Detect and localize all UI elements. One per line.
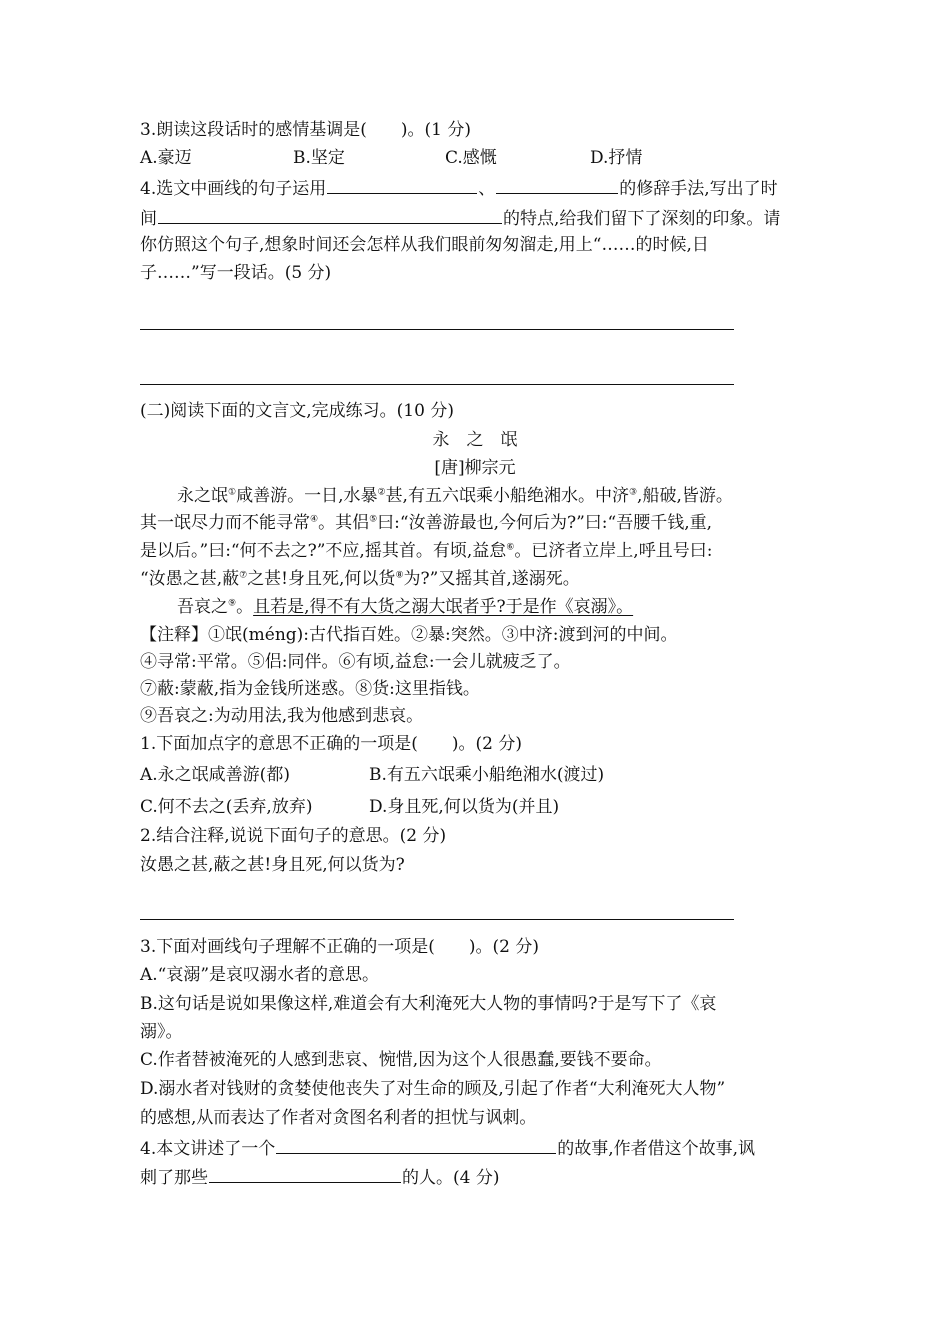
option-a: A.永之氓咸善游(都) bbox=[140, 765, 290, 785]
option-b-cont: 溺》。 bbox=[140, 1022, 183, 1042]
text: 的人。(4 分) bbox=[402, 1168, 500, 1188]
passage-line bbox=[177, 485, 733, 507]
text: 的修辞手法,写出了时 bbox=[619, 179, 778, 199]
text: 吾哀之 bbox=[177, 597, 228, 617]
answer-line[interactable] bbox=[140, 329, 734, 330]
text: 刺了那些 bbox=[140, 1168, 208, 1188]
answer-blank[interactable] bbox=[327, 175, 477, 194]
text: 甚,有五六氓乘小船绝湘水。中济 bbox=[385, 486, 629, 506]
option-a: A.豪迈 bbox=[140, 148, 192, 168]
answer-line[interactable] bbox=[140, 919, 734, 920]
option-d: D.身且死,何以货为(并且) bbox=[369, 797, 560, 817]
note-line: ⑨吾哀之:为动用法,我为他感到悲哀。 bbox=[140, 706, 424, 726]
text: 4.本文讲述了一个 bbox=[140, 1139, 276, 1159]
question-1: 1.下面加点字的意思不正确的一项是( )。(2 分) bbox=[140, 734, 522, 754]
option-b: B.有五六氓乘小船绝湘水(渡过) bbox=[369, 765, 605, 785]
question-3: 3.下面对画线句子理解不正确的一项是( )。(2 分) bbox=[140, 937, 539, 957]
underlined-sentence: 且若是,得不有大货之溺大氓者乎?于是作《哀溺》。 bbox=[253, 597, 634, 617]
option-c: C.何不去之(丢弃,放弃) bbox=[140, 797, 313, 817]
text: 是以后。”曰:“何不去之?”不应,摇其首。有顷,益怠 bbox=[140, 541, 507, 561]
note-mark: ⑥ bbox=[506, 542, 515, 553]
answer-blank[interactable] bbox=[276, 1135, 556, 1154]
passage-line bbox=[140, 568, 580, 590]
option-c: C.作者替被淹死的人感到悲哀、惋惜,因为这个人很愚蠢,要钱不要命。 bbox=[140, 1050, 662, 1070]
question-4-line2 bbox=[140, 205, 780, 230]
question-2: 2.结合注释,说说下面句子的意思。(2 分) bbox=[140, 826, 447, 846]
text: 。已济者立岸上,呼且号曰: bbox=[514, 541, 713, 561]
question-4-line1 bbox=[140, 175, 778, 200]
text: “汝愚之甚,蔽 bbox=[140, 569, 240, 589]
answer-blank[interactable] bbox=[158, 205, 502, 224]
text: 咸善游。一日,水暴 bbox=[236, 486, 378, 506]
note-mark: ⑦ bbox=[239, 570, 248, 581]
option-d: D.溺水者对钱财的贪婪使他丧失了对生命的顾及,引起了作者“大利淹死大人物” bbox=[140, 1079, 726, 1099]
question-2-sentence: 汝愚之甚,蔽之甚!身且死,何以货为? bbox=[140, 855, 405, 875]
passage-line bbox=[140, 540, 712, 562]
text: 的故事,作者借这个故事,讽 bbox=[557, 1139, 756, 1159]
note-line: ⑦蔽:蒙蔽,指为金钱所迷惑。⑧货:这里指钱。 bbox=[140, 679, 480, 699]
text: 其一氓尽力而不能寻常 bbox=[140, 513, 310, 533]
note-mark: ② bbox=[377, 487, 386, 498]
text: 的特点,给我们留下了深刻的印象。请 bbox=[503, 209, 781, 229]
note-mark: ⑧ bbox=[395, 570, 404, 581]
note-mark: ① bbox=[228, 487, 237, 498]
note-mark: ⑨ bbox=[228, 598, 237, 609]
note-line: 【注释】①氓(méng):古代指百姓。②暴:突然。③中济:渡到河的中间。 bbox=[140, 625, 678, 645]
text: 间 bbox=[140, 209, 157, 229]
text: 4.选文中画线的句子运用 bbox=[140, 179, 327, 199]
question-4-line4: 子……”写一段话。(5 分) bbox=[140, 263, 332, 283]
text: 。 bbox=[236, 597, 254, 617]
text: 、 bbox=[478, 179, 496, 199]
option-c: C.感慨 bbox=[445, 148, 497, 168]
answer-blank[interactable] bbox=[209, 1164, 401, 1183]
passage-line bbox=[177, 596, 633, 618]
question-3: 3.朗读这段话时的感情基调是( )。(1 分) bbox=[140, 120, 471, 140]
text: 之甚!身且死,何以货 bbox=[247, 569, 396, 589]
text: 。其侣 bbox=[318, 513, 370, 533]
text: 为?”又摇其首,遂溺死。 bbox=[403, 569, 580, 589]
text: ,船破,皆游。 bbox=[637, 486, 733, 506]
text: 曰:“汝善游最也,今何后为?”曰:“吾腰千钱,重, bbox=[377, 513, 713, 533]
section-intro: (二)阅读下面的文言文,完成练习。(10 分) bbox=[140, 401, 454, 421]
option-b: B.坚定 bbox=[293, 148, 345, 168]
option-d-cont: 的感想,从而表达了作者对贪图名利者的担忧与讽刺。 bbox=[140, 1108, 537, 1128]
question-4-line2 bbox=[140, 1164, 499, 1189]
note-mark: ⑤ bbox=[369, 514, 378, 525]
note-mark: ③ bbox=[628, 487, 638, 498]
question-4-line3: 你仿照这个句子,想象时间还会怎样从我们眼前匆匆溜走,用上“……的时候,日 bbox=[140, 235, 709, 255]
note-mark: ④ bbox=[310, 514, 319, 525]
passage-author: [唐]柳宗元 bbox=[434, 458, 516, 478]
note-line: ④寻常:平常。⑤侣:同伴。⑥有顷,益怠:一会儿就疲乏了。 bbox=[140, 652, 571, 672]
option-a: A.“哀溺”是哀叹溺水者的意思。 bbox=[140, 965, 380, 985]
question-4-line1 bbox=[140, 1135, 755, 1160]
option-b: B.这句话是说如果像这样,难道会有大利淹死大人物的事情吗?于是写下了《哀 bbox=[140, 994, 717, 1014]
answer-blank[interactable] bbox=[496, 175, 618, 194]
text: 永之氓 bbox=[177, 486, 228, 506]
answer-line[interactable] bbox=[140, 384, 734, 385]
option-d: D.抒情 bbox=[590, 148, 643, 168]
passage-title: 永 之 氓 bbox=[432, 430, 518, 450]
passage-line bbox=[140, 512, 712, 534]
